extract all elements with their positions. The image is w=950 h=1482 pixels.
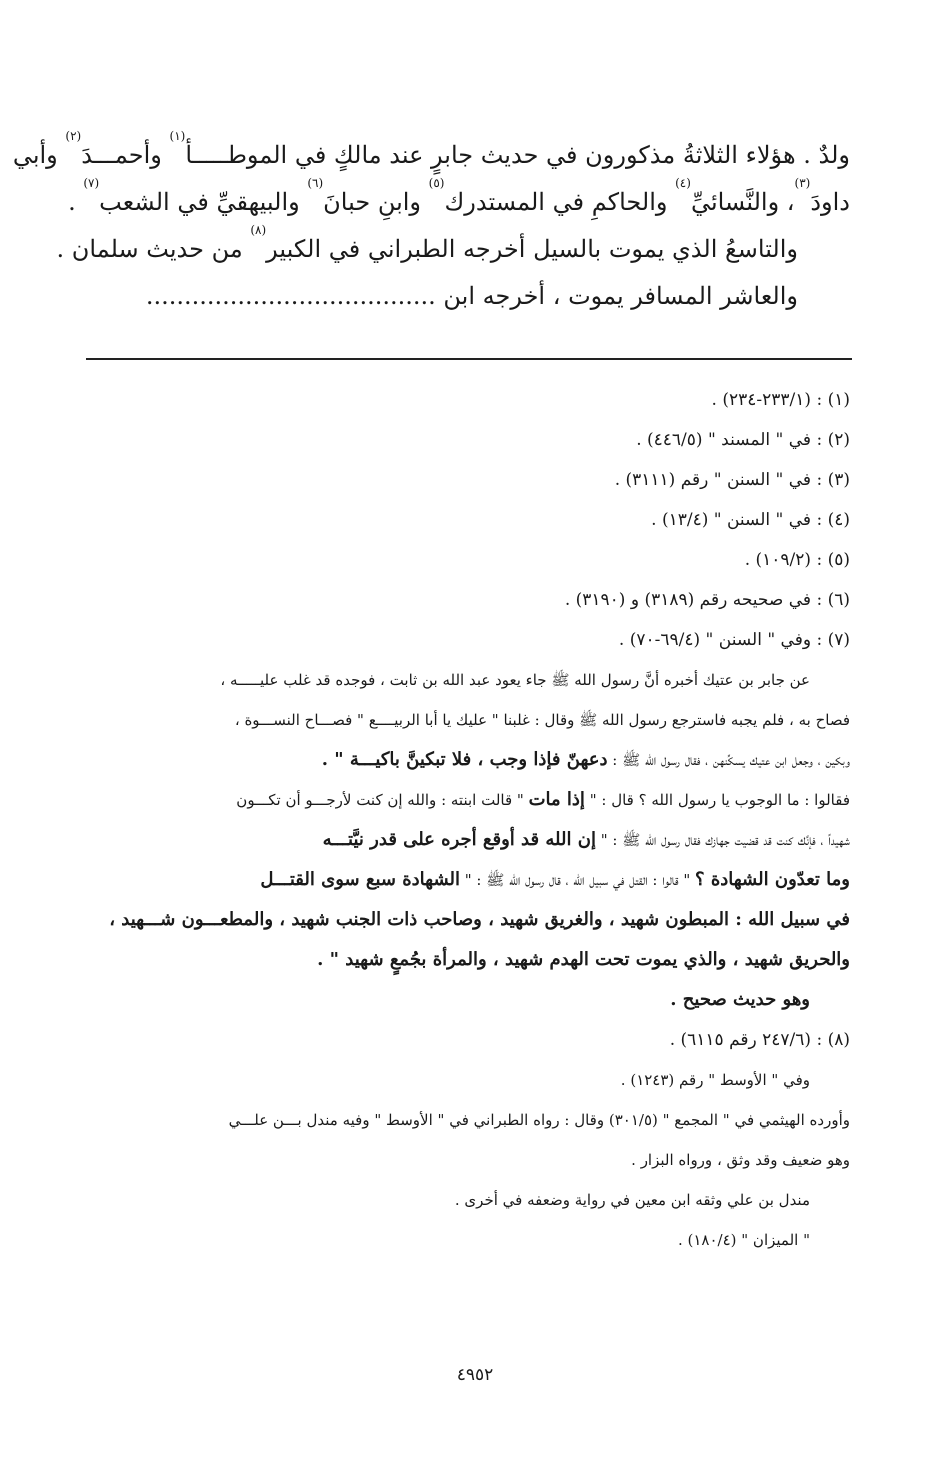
hadith-line-3 xyxy=(78,740,850,780)
main-line-2-a: داودَ xyxy=(810,188,850,216)
footnote-8-c: وأورده الهيثمي في " المجمع " (٣٠١/٥) وقال : رواه الطبراني في " الأوسط " وفيه مندل بـــن علـــي xyxy=(228,1111,850,1129)
footnote-2: (٢) : في " المسند " (٤٤٦/٥) . xyxy=(636,430,850,450)
hadith-line-6-b: " قالوا : القتل في سبيل الله ، قال رسول الله ﷺ : " xyxy=(460,871,695,889)
footnote-6: (٦) : في صحيحه رقم (٣١٨٩) و (٣١٩٠) . xyxy=(564,590,850,610)
main-line-3 xyxy=(56,223,850,273)
note-ref-8: (٨) xyxy=(250,223,267,237)
footnote-8-d: وهو ضعيف وقد وثق ، ورواه البزار . xyxy=(631,1151,850,1169)
note-ref-3: (٣) xyxy=(794,176,811,190)
main-line-2-f: . xyxy=(68,188,84,216)
hadith-line-3-a: وبكين ، وجعل ابن عتيك يسكِّنهن ، فقال رسول الله ﷺ : xyxy=(607,751,850,769)
note-ref-4: (٤) xyxy=(675,176,691,190)
footnote-7: (٧) : وفي " السنن " (٦٩/٤-٧٠) . xyxy=(618,630,850,650)
hadith-line-7: في سبيل الله : المبطون شهيد ، والغريق شهيد ، وصاحب ذات الجنب شهيد ، والمطعـــون شـــهيد ، xyxy=(109,909,850,930)
footnote-4: (٤) : في " السنن " (١٣/٤) . xyxy=(651,510,850,530)
main-line-2 xyxy=(68,176,850,226)
hadith-line-8: والحريق شهيد ، والذي يموت تحت الهدم شهيد ، والمرأة بجُمعٍ شهيد " . xyxy=(317,949,850,970)
footnote-8: (٨) : (٢٤٧/٦ رقم ٦١١٥) . xyxy=(669,1030,850,1050)
footnote-5: (٥) : (١٠٩/٢) . xyxy=(744,550,850,570)
footnote-3: (٣) : في " السنن " رقم (٣١١١) . xyxy=(614,470,850,490)
main-line-2-b: ، والنَّسائيِّ xyxy=(690,188,795,216)
hadith-line-4 xyxy=(78,780,850,820)
hadith-line-5-a: شهيداً ، فإنَّك كنت قد قضيت جهازك فقال رسول الله ﷺ : " xyxy=(595,831,850,849)
hadith-line-1: عن جابر بن عتيك أخبره أنَّ رسول الله ﷺ جاء يعود عبد الله بن ثابت ، فوجده قد غلب عليـــــه ، xyxy=(220,671,810,689)
hadith-line-5-b: إن الله قد أوقع أجره على قدر نيَّتـــه xyxy=(322,829,596,850)
footnote-8-e: مندل بن علي وثقه ابن معين في رواية وضعفه في أخرى . xyxy=(454,1191,810,1209)
main-line-2-c: والحاكمِ في المستدرك xyxy=(444,188,676,216)
hadith-line-6 xyxy=(78,860,850,900)
page-number: ٤٩٥٢ xyxy=(456,1365,494,1385)
main-line-3-b: من حديث سلمان . xyxy=(56,235,251,263)
hadith-line-4-c: " قالت ابنته : والله إن كنت لأرجـــو أن تكـــون xyxy=(236,791,529,809)
note-ref-1: (١) xyxy=(169,129,186,143)
footnote-1: (١) : (٢٣٣/١-٢٣٤) . xyxy=(711,390,850,410)
hadith-line-4-a: فقالوا : ما الوجوب يا رسول الله ؟ قال : " xyxy=(584,791,850,809)
note-ref-7: (٧) xyxy=(83,176,100,190)
main-line-1-end: وأبي xyxy=(12,141,66,169)
main-text-block xyxy=(12,129,850,320)
hadith-verdict: وهو حديث صحيح . xyxy=(670,989,810,1010)
hadith-line-6-a: وما تعدّون الشهادة ؟ xyxy=(695,869,850,890)
main-line-1-mid: وأحمـــدَ xyxy=(81,141,170,169)
main-line-2-e: والبيهقيِّ في الشعب xyxy=(99,188,308,216)
hadith-line-6-c: الشهادة سبع سوى القتـــل xyxy=(260,869,460,890)
main-line-1-text: ولدٌ . هؤلاء الثلاثةُ مذكورون في حديث جابرٍ عند مالكٍ في الموطـــــأ xyxy=(185,141,850,169)
hadith-line-5 xyxy=(78,820,850,860)
hadith-line-3-b: دعهنّ فإذا وجب ، فلا تبكينَّ باكيـــة " . xyxy=(321,749,608,770)
hadith-line-4-b: إذا مات xyxy=(528,789,585,810)
note-ref-6: (٦) xyxy=(307,176,324,190)
footnote-separator xyxy=(86,358,852,360)
note-ref-2: (٢) xyxy=(65,129,82,143)
footnotes-block xyxy=(78,380,850,1260)
footnote-8-f: " الميزان " (١٨٠/٤) . xyxy=(677,1231,810,1249)
main-line-1 xyxy=(12,129,850,179)
footnote-8-b: وفي " الأوسط " رقم (١٢٤٣) . xyxy=(620,1071,810,1089)
main-line-4: والعاشر المسافر يموت ، أخرجه ابن ...................................... xyxy=(145,282,798,310)
main-line-3-a: والتاسعُ الذي يموت بالسيل أخرجه الطبراني في الكبير xyxy=(266,235,798,263)
hadith-line-2: فصاح به ، فلم يجبه فاسترجع رسول الله ﷺ وقال : غلبنا " عليك يا أبا الربيــــع " فصـــاح النســـوة ، xyxy=(234,711,850,729)
note-ref-5: (٥) xyxy=(428,176,445,190)
main-line-2-d: وابنِ حبانَ xyxy=(323,188,429,216)
